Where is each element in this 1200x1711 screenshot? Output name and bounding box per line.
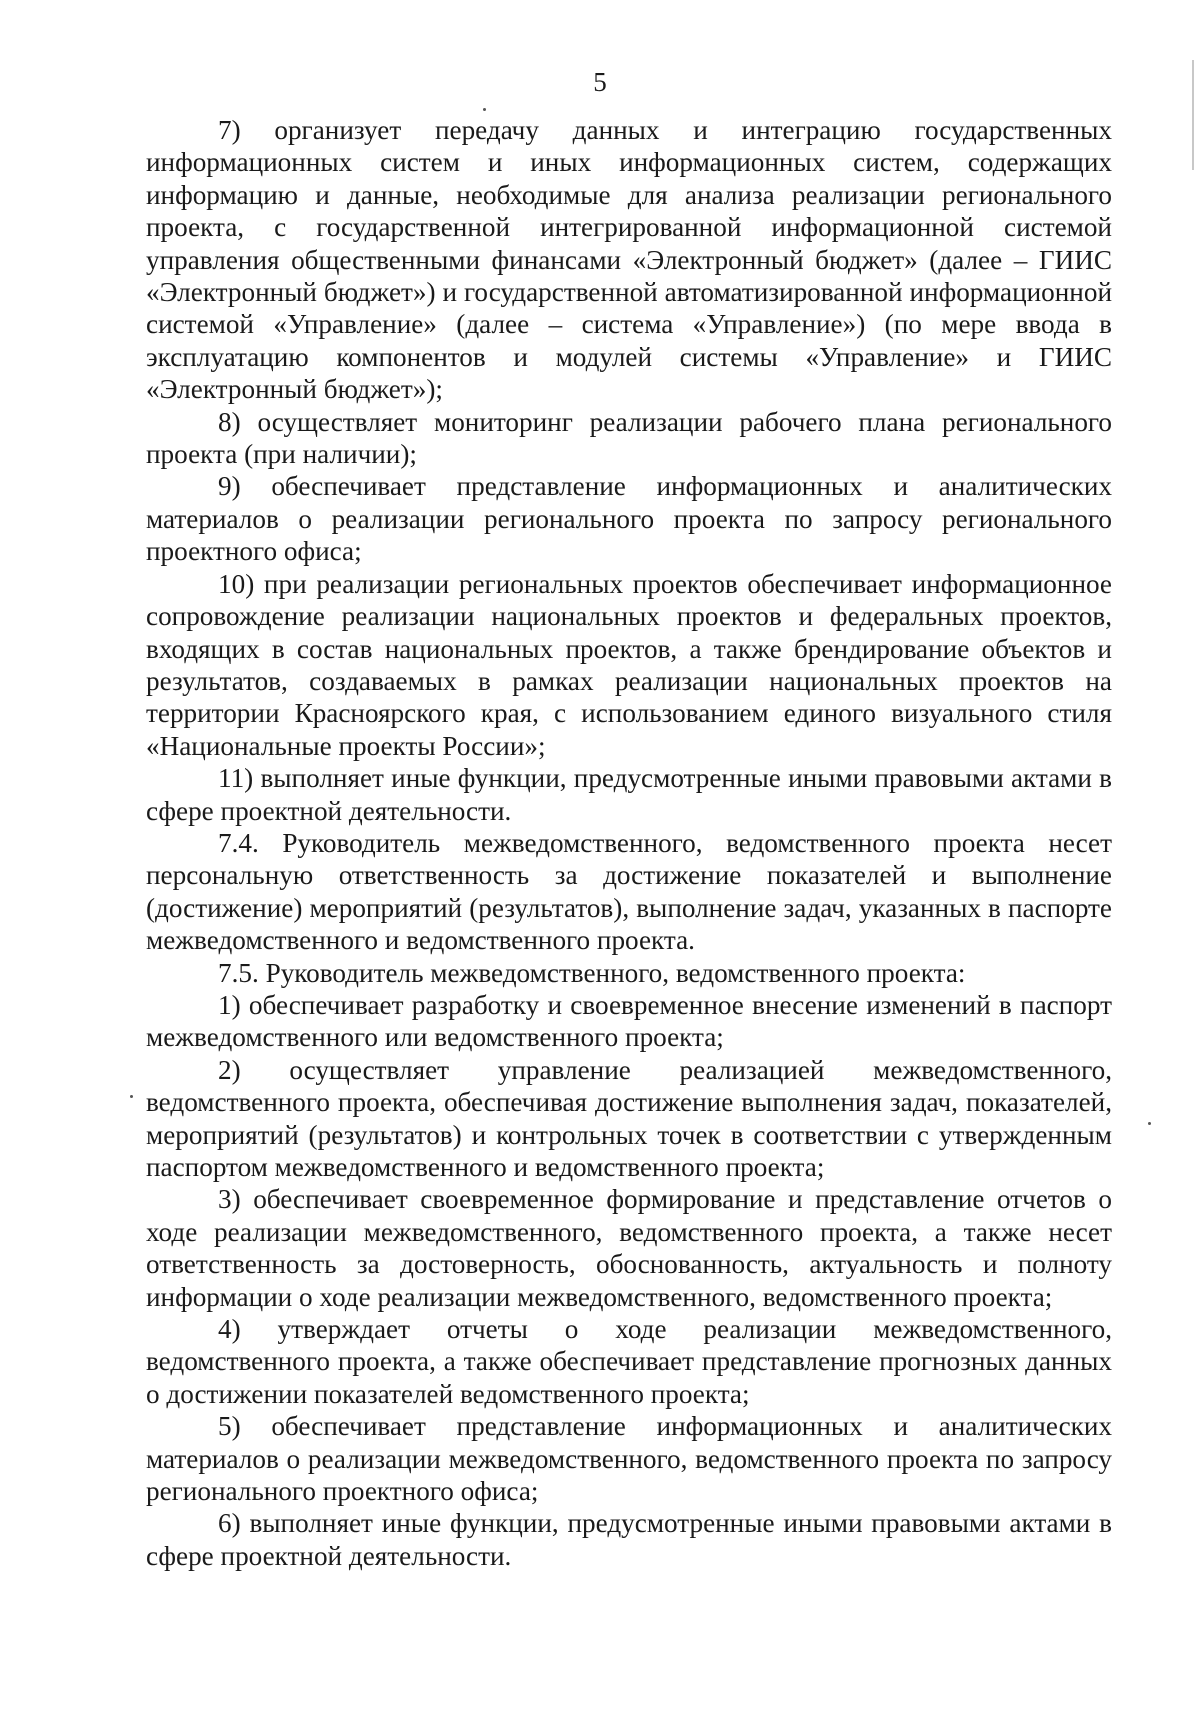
paragraph-item-10: 10) при реализации региональных проектов обеспечивает информационное сопровождение реализации национальных проектов и федеральных проектов, входящих в состав национальных проектов, а также брендирование объектов и результатов, создаваемых в рамках реализации национальных проектов на территории Красноярского края, с использованием единого визуального стиля «Национальные проекты России»; [146, 568, 1112, 761]
paragraph-duty-4: 4) утверждает отчеты о ходе реализации межведомственного, ведомственного проекта, а также обеспечивает представление прогнозных данных о достижении показателей ведомственного проекта; [146, 1314, 1112, 1409]
paragraph-duty-6: 6) выполняет иные функции, предусмотренные иными правовыми актами в сфере проектной деятельности. [146, 1508, 1112, 1571]
paragraph-section-7-5: 7.5. Руководитель межведомственного, ведомственного проекта: [218, 957, 966, 988]
paragraph-item-8: 8) осуществляет мониторинг реализации рабочего плана регионального проекта (при наличии); [146, 406, 1112, 470]
paragraph-section-7-4: 7.4. Руководитель межведомственного, ведомственного проекта несет персональную ответственность за достижение показателей и выполнение (достижение) мероприятий (результатов), выполнение задач, указанных в паспорте межведомственного и ведомственного проекта. [146, 827, 1112, 956]
page-number: 5 [593, 67, 607, 97]
paragraph-duty-3: 3) обеспечивает своевременное формирование и представление отчетов о ходе реализации межведомственного, ведомственного проекта, а также несет ответственность за достоверность, обоснованность, актуальность и полноту информации о ходе реализации межведомственного, ведомственного проекта; [146, 1184, 1112, 1312]
paragraph-item-11: 11) выполняет иные функции, предусмотренные иными правовыми актами в сфере проектной деятельности. [146, 763, 1112, 826]
document-body [146, 114, 1112, 1572]
paragraph-duty-1: 1) обеспечивает разработку и своевременное внесение изменений в паспорт межведомственного или ведомственного проекта; [146, 989, 1112, 1053]
scan-speck [130, 1095, 133, 1098]
paragraph-duty-5: 5) обеспечивает представление информационных и аналитических материалов о реализации межведомственного, ведомственного проекта по запросу регионального проектного офиса; [146, 1411, 1112, 1507]
paragraph-item-7: 7) организует передачу данных и интеграцию государственных информационных систем и иных информационных систем, содержащих информацию и данные, необходимые для анализа реализации регионального проекта, с государственной интегрированной информационной системой управления общественными финансами «Электронный бюджет» (далее – ГИИС «Электронный бюджет») и государственной автоматизированной информационной системой «Управление» (далее – система «Управление») (по мере ввода в эксплуатацию компонентов и модулей системы «Управление» и ГИИС «Электронный бюджет»); [146, 115, 1112, 405]
scan-edge-line [1192, 60, 1194, 170]
paragraph-duty-2: 2) осуществляет управление реализацией межведомственного, ведомственного проекта, обеспечивая достижение выполнения задач, показателей, мероприятий (результатов) и контрольных точек в соответствии с утвержденным паспортом межведомственного и ведомственного проекта; [146, 1054, 1112, 1182]
paragraph-item-9: 9) обеспечивает представление информационных и аналитических материалов о реализации регионального проекта по запросу регионального проектного офиса; [146, 471, 1112, 567]
scan-speck [483, 108, 486, 111]
scan-speck [1148, 1122, 1151, 1125]
